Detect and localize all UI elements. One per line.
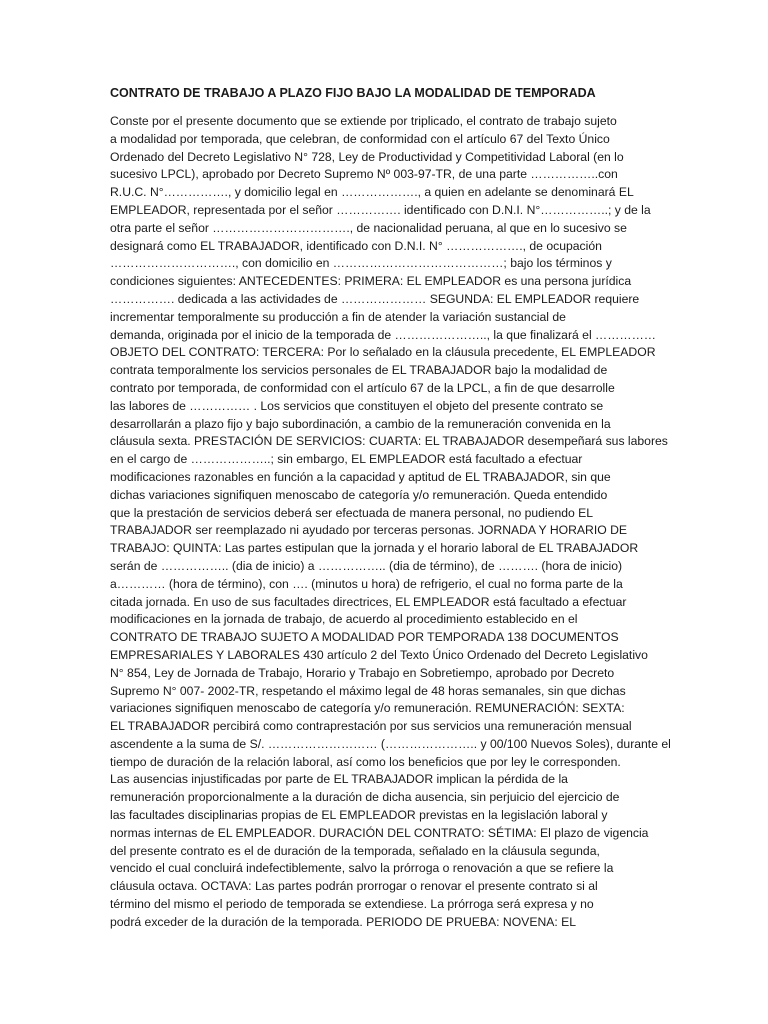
body-text-line: condiciones siguientes: ANTECEDENTES: PRIMERA: EL EMPLEADOR es una persona jurídica — [110, 274, 632, 289]
body-text-line: modificaciones razonables en función a la capacidad y aptitud de EL TRABAJADOR, sin que — [110, 469, 611, 484]
document-body — [110, 113, 671, 932]
body-text-line: Las ausencias injustificadas por parte de EL TRABAJADOR implican la pérdida de la — [110, 772, 568, 787]
body-text-line: del presente contrato es el de duración de la temporada, señalado en la cláusula segunda, — [110, 843, 600, 858]
body-text-line: podrá exceder de la duración de la temporada. PERIODO DE PRUEBA: NOVENA: EL — [110, 914, 577, 929]
body-text-line: serán de …………….. (dia de inicio) a …………….. (dia de término), de ………. (hora de inicio) — [110, 558, 623, 573]
body-text-line: contrata temporalmente los servicios personales de EL TRABAJADOR bajo la modalidad de — [110, 363, 608, 378]
body-text-line: otra parte el señor ……………………………., de nacionalidad peruana, al que en lo sucesivo se — [110, 220, 627, 235]
body-text-line: EMPLEADOR, representada por el señor ……………. identificado con D.N.I. N°……………..; y de la — [110, 202, 651, 217]
body-text-line: término del mismo el periodo de temporada se extendiese. La prórroga será expresa y no — [110, 897, 594, 912]
body-text-line: citada jornada. En uso de sus facultades directrices, EL EMPLEADOR está facultado a efectuar — [110, 594, 627, 609]
body-text-line: TRABAJADOR ser reemplazado ni ayudado por terceras personas. JORNADA Y HORARIO DE — [110, 523, 628, 538]
body-text-line: designará como EL TRABAJADOR, identificado con D.N.I. N° ………………., de ocupación — [110, 238, 602, 253]
body-text-line: …………………………., con domicilio en ……………………………………; bajo los términos y — [110, 256, 612, 271]
body-text-line: normas internas de EL EMPLEADOR. DURACIÓN DEL CONTRATO: SÉTIMA: El plazo de vigencia — [110, 825, 649, 840]
body-text-line: las facultades disciplinarias propias de EL EMPLEADOR previstas en la legislación laboral y — [110, 808, 608, 823]
body-text-line: cláusula sexta. PRESTACIÓN DE SERVICIOS: CUARTA: EL TRABAJADOR desempeñará sus labores — [110, 434, 668, 449]
body-text-line: TRABAJO: QUINTA: Las partes estipulan que la jornada y el horario laboral de EL TRABAJADOR — [110, 541, 639, 556]
body-text-line: Ordenado del Decreto Legislativo N° 728, Ley de Productividad y Competitividad Laboral (en lo — [110, 149, 624, 164]
body-text-line: a modalidad por temporada, que celebran, de conformidad con el artículo 67 del Texto Único — [110, 131, 610, 146]
body-text-line: cláusula octava. OCTAVA: Las partes podrán prorrogar o renovar el presente contrato si al — [110, 879, 598, 894]
body-text-line: OBJETO DEL CONTRATO: TERCERA: Por lo señalado en la cláusula precedente, EL EMPLEADOR — [110, 345, 656, 360]
body-text-line: las labores de …………… . Los servicios que constituyen el objeto del presente contrato se — [110, 398, 604, 413]
body-text-line: en el cargo de ………………..; sin embargo, EL EMPLEADOR está facultado a efectuar — [110, 452, 583, 467]
body-text-line: dichas variaciones signifiquen menoscabo de categoría y/o remuneración. Queda entendido — [110, 487, 608, 502]
document-title: CONTRATO DE TRABAJO A PLAZO FIJO BAJO LA MODALIDAD DE TEMPORADA — [110, 86, 596, 100]
body-text-line: N° 854, Ley de Jornada de Trabajo, Horario y Trabajo en Sobretiempo, aprobado por Decreto — [110, 665, 615, 680]
body-text-line: ascendente a la suma de S/. ……………………… (………………….. y 00/100 Nuevos Soles), durante el — [110, 736, 671, 751]
body-text-line: incrementar temporalmente su producción a fin de atender la variación sustancial de — [110, 309, 566, 324]
body-text-line: a………… (hora de término), con …. (minutos u hora) de refrigerio, el cual no forma parte de la — [110, 576, 623, 591]
body-text-line: variaciones signifiquen menoscabo de categoría y/o remuneración. REMUNERACIÓN: SEXTA: — [110, 701, 625, 716]
body-text-line: CONTRATO DE TRABAJO SUJETO A MODALIDAD POR TEMPORADA 138 DOCUMENTOS — [110, 630, 619, 645]
body-text-line: EMPRESARIALES Y LABORALES 430 artículo 2 del Texto Único Ordenado del Decreto Legislativo — [110, 647, 648, 662]
body-text-line: tiempo de duración de la relación laboral, así como los beneficios que por ley le corresponden. — [110, 754, 621, 769]
body-text-line: R.U.C. N°……………., y domicilio legal en ………………., a quien en adelante se denominará EL — [110, 185, 634, 200]
body-text-line: vencido el cual concluirá indefectiblemente, salvo la prórroga o renovación a que se refiere la — [110, 861, 614, 876]
body-text-line: Conste por el presente documento que se extiende por triplicado, el contrato de trabajo sujeto — [110, 114, 617, 128]
body-text-line: EL TRABAJADOR percibirá como contraprestación por sus servicios una remuneración mensual — [110, 719, 632, 734]
body-text-line: sucesivo LPCL), aprobado por Decreto Supremo Nº 003-97-TR, de una parte ……………..con — [110, 167, 618, 182]
body-text-line: ……………. dedicada a las actividades de ………………… SEGUNDA: EL EMPLEADOR requiere — [110, 291, 640, 306]
body-text-line: modificaciones en la jornada de trabajo, de acuerdo al procedimiento establecido en el — [110, 612, 578, 627]
body-text-line: Supremo N° 007- 2002-TR, respetando el máximo legal de 48 horas semanales, sin que dichas — [110, 683, 626, 698]
body-text-line: desarrollarán a plazo fijo y bajo subordinación, a cambio de la remuneración convenida en la — [110, 416, 611, 431]
body-text-line: que la prestación de servicios deberá ser efectuada de manera personal, no pudiendo EL — [110, 505, 594, 520]
body-text-line: remuneración proporcionalmente a la duración de dicha ausencia, sin perjuicio del ejercicio de — [110, 790, 620, 805]
body-text-line: contrato por temporada, de conformidad con el artículo 67 de la LPCL, a fin de que desarrolle — [110, 380, 615, 395]
body-text-line: demanda, originada por el inicio de la temporada de ………………….., la que finalizará el …………… — [110, 327, 656, 342]
